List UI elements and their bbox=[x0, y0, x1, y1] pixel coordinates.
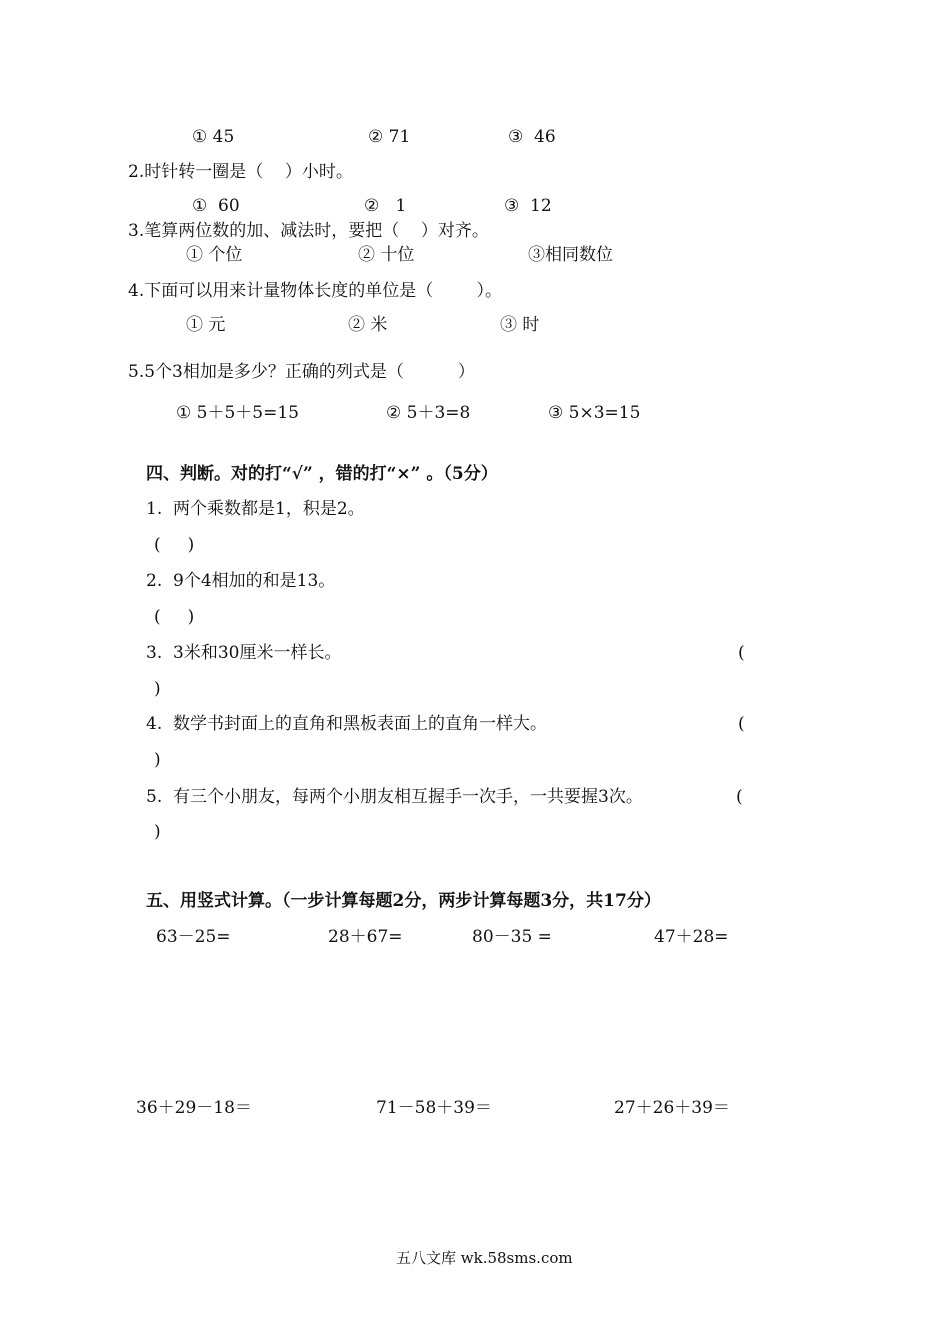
judge-item-1-bracket bbox=[154, 534, 194, 556]
choice-4-option-2: ② 米 bbox=[348, 315, 388, 335]
section-5-title: 五、用竖式计算。（一步计算每题2分，两步计算每题3分，共17分） bbox=[146, 891, 661, 911]
judge-item-1-open: ( bbox=[154, 535, 161, 555]
judge-item-4: 4. 数学书封面上的直角和黑板表面上的直角一样大。 bbox=[146, 714, 548, 734]
section-4-title: 四、判断。对的打“√” ，错的打“×” 。（5分） bbox=[146, 464, 498, 484]
choice-3-option-2: ② 十位 bbox=[358, 245, 415, 265]
judge-item-5-open: ( bbox=[736, 787, 743, 807]
choice-5-option-2: ② 5＋3=8 bbox=[386, 403, 471, 423]
choice-2-option-3: ③ 12 bbox=[504, 196, 552, 216]
choice-5-option-3: ③ 5×3=15 bbox=[548, 403, 641, 423]
calc-5: 36＋29－18＝ bbox=[136, 1098, 252, 1118]
choice-3-option-3: ③相同数位 bbox=[528, 245, 613, 265]
judge-item-5-close: ) bbox=[154, 822, 161, 842]
choice-4-option-1: ① 元 bbox=[186, 315, 226, 335]
calc-4: 47＋28= bbox=[654, 927, 729, 947]
judge-item-4-open: ( bbox=[738, 714, 745, 734]
choice-3-option-1: ① 个位 bbox=[186, 245, 243, 265]
judge-item-1: 1. 两个乘数都是1，积是2。 bbox=[146, 499, 365, 519]
prev-option-1: ① 45 bbox=[192, 127, 235, 147]
footer-watermark: 五八文库 wk.58sms.com bbox=[396, 1249, 573, 1267]
choice-question-5: 5.5个3相加是多少？正确的列式是（ ） bbox=[128, 362, 475, 382]
choice-2-option-1: ① 60 bbox=[192, 196, 240, 216]
choice-question-3: 3.笔算两位数的加、减法时，要把（ ）对齐。 bbox=[128, 221, 489, 241]
prev-option-3: ③ 46 bbox=[508, 127, 556, 147]
calc-1: 63－25= bbox=[156, 927, 231, 947]
calc-6: 71－58＋39＝ bbox=[376, 1098, 492, 1118]
prev-option-2: ② 71 bbox=[368, 127, 411, 147]
choice-2-option-2: ② 1 bbox=[364, 196, 407, 216]
judge-item-2-bracket bbox=[154, 606, 194, 628]
judge-item-2: 2. 9个4相加的和是13。 bbox=[146, 571, 336, 591]
calc-3: 80－35 = bbox=[472, 927, 552, 947]
calc-7: 27＋26＋39＝ bbox=[614, 1098, 730, 1118]
judge-item-3-open: ( bbox=[738, 643, 745, 663]
choice-5-option-1: ① 5＋5＋5=15 bbox=[176, 403, 299, 423]
judge-item-2-close: ) bbox=[160, 607, 195, 627]
judge-item-2-open: ( bbox=[154, 607, 161, 627]
choice-question-2: 2.时针转一圈是（ ）小时。 bbox=[128, 162, 353, 182]
choice-question-4: 4.下面可以用来计量物体长度的单位是（ ）。 bbox=[128, 281, 502, 301]
judge-item-4-close: ) bbox=[154, 750, 161, 770]
choice-4-option-3: ③ 时 bbox=[500, 315, 540, 335]
judge-item-5: 5. 有三个小朋友，每两个小朋友相互握手一次手，一共要握3次。 bbox=[146, 787, 643, 807]
judge-item-3: 3. 3米和30厘米一样长。 bbox=[146, 643, 342, 663]
judge-item-1-close: ) bbox=[160, 535, 195, 555]
judge-item-3-close: ) bbox=[154, 679, 161, 699]
calc-2: 28＋67= bbox=[328, 927, 403, 947]
